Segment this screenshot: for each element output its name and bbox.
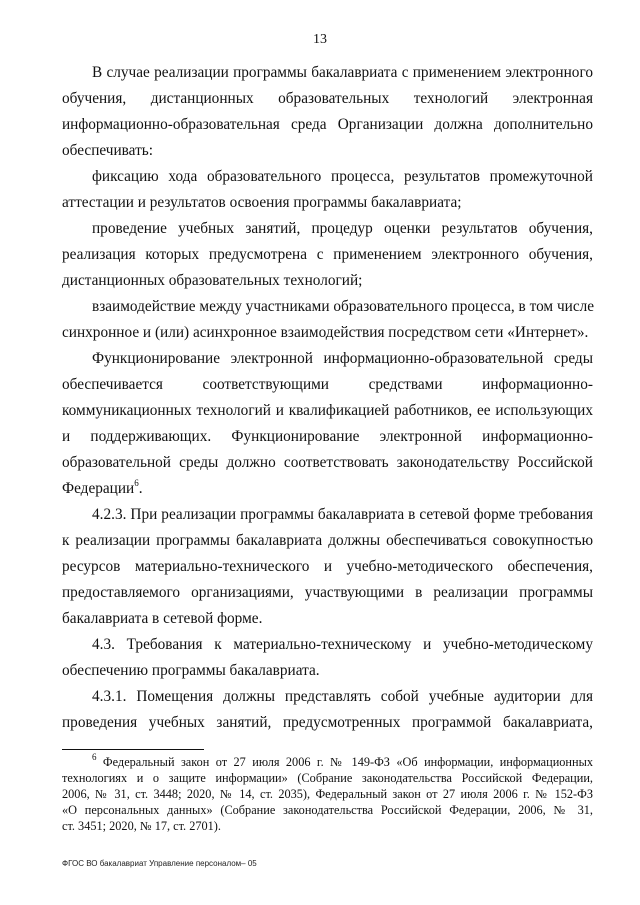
text-line: дистанционных образовательных технологий; — [62, 272, 363, 289]
text-line: предоставляемого организациями, участвующими в реализации программы — [62, 584, 593, 601]
text-line-fragment: . — [138, 480, 143, 497]
text-line: проведение учебных занятий, процедур оценки результатов обучения, — [92, 220, 593, 237]
text-line: фиксацию хода образовательного процесса, результатов промежуточной — [92, 168, 593, 185]
text-line: коммуникационных технологий и квалификацией работников, ее использующих — [62, 402, 593, 419]
footnote-line: ст. 3451; 2020, № 17, ст. 2701). — [62, 819, 221, 833]
text-line: В случае реализации программы бакалавриата с применением электронного — [92, 64, 593, 81]
page-number: 13 — [313, 32, 327, 47]
footnote-marker: 6 — [92, 751, 97, 762]
footnote-line: «О персональных данных» (Собрание законодательства Российской Федерации, 2006, № 31, — [62, 803, 593, 817]
footnote-line — [92, 751, 593, 770]
footnote-divider — [62, 749, 204, 750]
document-footer: ФГОС ВО бакалавриат Управление персоналом– 05 — [62, 859, 257, 868]
text-line: информационно-образовательная среда Организации должна дополнительно — [62, 116, 593, 133]
text-line — [62, 477, 593, 498]
text-line: бакалавриата в сетевой форме. — [62, 610, 263, 627]
text-line: к реализации программы бакалавриата должны обеспечиваться совокупностью — [62, 532, 593, 549]
text-line: синхронное и (или) асинхронное взаимодействия посредством сети «Интернет». — [62, 324, 589, 341]
text-line: реализация которых предусмотрена с применением электронного обучения, — [62, 246, 593, 263]
text-line: 4.3. Требования к материально-техническому и учебно-методическому — [92, 636, 593, 653]
text-line: обеспечению программы бакалавриата. — [62, 662, 320, 679]
footnote-reference: 6 — [134, 477, 139, 488]
footnote-line: технологиях и о защите информации» (Собрание законодательства Российской Федерации, — [62, 771, 593, 785]
text-line: аттестации и результатов освоения программы бакалавриата; — [62, 194, 462, 211]
text-line: 4.2.3. При реализации программы бакалавриата в сетевой форме требования — [92, 506, 593, 523]
text-line: Функционирование электронной информационно-образовательной среды — [92, 350, 593, 367]
text-line: 4.3.1. Помещения должны представлять собой учебные аудитории для — [92, 688, 593, 705]
text-line-fragment: Федерации — [62, 480, 135, 497]
text-line: и поддерживающих. Функционирование электронной информационно- — [62, 428, 593, 445]
text-line: проведения учебных занятий, предусмотренных программой бакалавриата, — [62, 714, 593, 731]
footnote-line: 2006, № 31, ст. 3448; 2020, № 14, ст. 2035), Федеральный закон от 27 июля 2006 г. № 152-ФЗ — [62, 787, 593, 801]
text-line: образовательной среды должно соответствовать законодательству Российской — [62, 454, 593, 471]
footnote-line-text: Федеральный закон от 27 июля 2006 г. № 149-ФЗ «Об информации, информационных — [102, 755, 593, 769]
text-line: взаимодействие между участниками образовательного процесса, в том числе — [92, 298, 595, 315]
text-line: обеспечивается соответствующими средствами информационно- — [62, 376, 593, 393]
text-line: обучения, дистанционных образовательных технологий электронная — [62, 90, 593, 107]
text-line: ресурсов материально-технического и учебно-методического обеспечения, — [62, 558, 593, 575]
text-line: обеспечивать: — [62, 142, 153, 159]
